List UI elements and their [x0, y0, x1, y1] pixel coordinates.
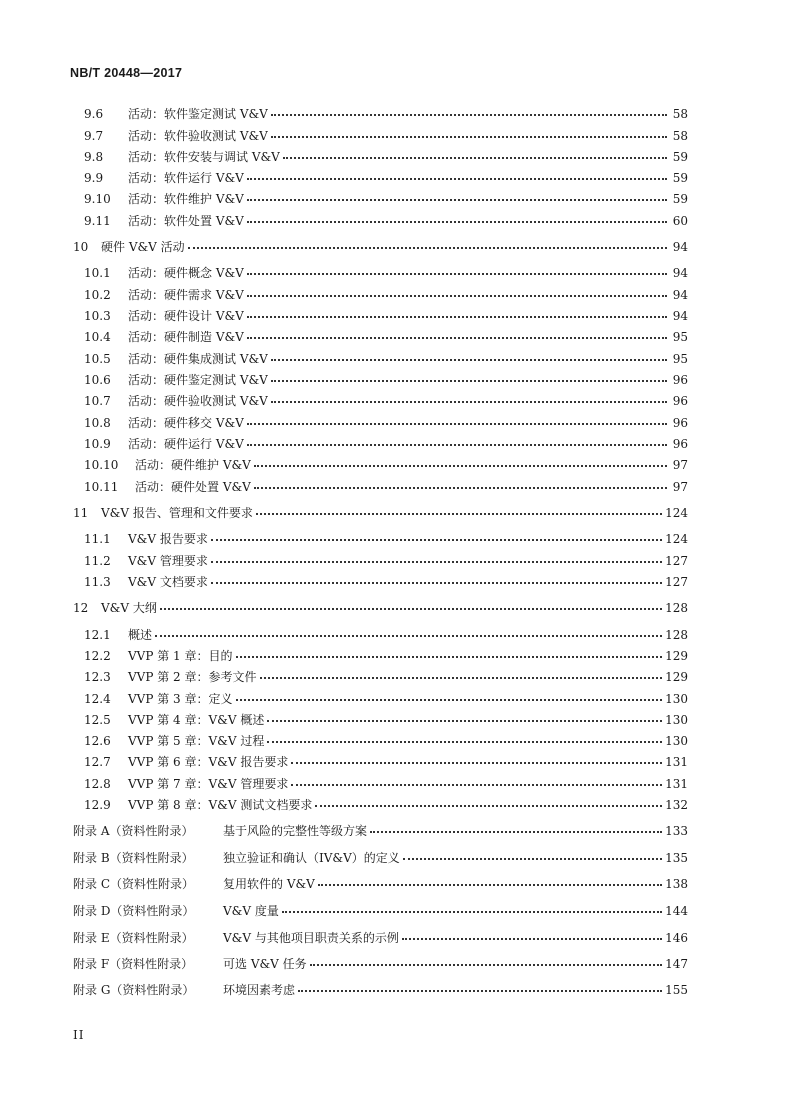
dot-leader	[247, 187, 667, 201]
toc-entry[interactable]	[84, 551, 688, 569]
toc-entry[interactable]	[73, 237, 688, 255]
toc-entry-title: VVP 第 5 章：V&V 过程	[128, 734, 265, 748]
toc-entry[interactable]	[73, 980, 688, 998]
toc-entry[interactable]	[84, 625, 688, 643]
dot-leader	[247, 209, 667, 223]
toc-entry-title: VVP 第 2 章：参考文件	[128, 670, 257, 684]
toc-entry-title: V&V 报告、管理和文件要求	[101, 506, 253, 520]
dot-leader	[291, 750, 662, 764]
toc-entry-page: 138	[665, 877, 688, 891]
toc-entry[interactable]	[84, 327, 688, 345]
toc-entry-number: 附录 E（资料性附录）	[73, 931, 194, 945]
dot-leader	[211, 570, 662, 584]
toc-entry[interactable]	[73, 598, 688, 616]
toc-entry[interactable]	[84, 126, 688, 144]
dot-leader	[271, 389, 667, 403]
toc-entry-number: 12.6	[84, 734, 111, 748]
toc-entry[interactable]	[84, 795, 688, 813]
dot-leader	[271, 368, 667, 382]
toc-entry[interactable]	[84, 147, 688, 165]
toc-entry[interactable]	[84, 752, 688, 770]
dot-leader	[247, 325, 667, 339]
toc-entry-page: 60	[672, 214, 688, 228]
toc-entry-title: 概述	[128, 628, 153, 642]
toc-entry-number: 12.3	[84, 670, 111, 684]
dot-leader	[247, 411, 667, 425]
dot-leader	[236, 687, 663, 701]
toc-entry[interactable]	[73, 848, 688, 866]
toc-entry-page: 129	[665, 649, 688, 663]
toc-entry-page: 95	[672, 330, 688, 344]
toc-entry[interactable]	[84, 710, 688, 728]
toc-entry[interactable]	[84, 285, 688, 303]
dot-leader	[291, 772, 662, 786]
document-id-header: NB/T 20448—2017	[70, 66, 183, 80]
dot-leader	[260, 665, 663, 679]
toc-entry-title: 活动：硬件运行 V&V	[128, 437, 244, 451]
dot-leader	[318, 872, 662, 886]
toc-entry-title: V&V 度量	[223, 904, 279, 918]
toc-entry-page: 96	[672, 394, 688, 408]
toc-entry-page: 130	[665, 692, 688, 706]
toc-entry[interactable]	[84, 731, 688, 749]
toc-entry-title: 活动：硬件移交 V&V	[128, 416, 244, 430]
toc-entry[interactable]	[84, 370, 688, 388]
dot-leader	[247, 304, 667, 318]
toc-entry-title: 活动：硬件鉴定测试 V&V	[128, 373, 268, 387]
toc-entry-number: 11.1	[84, 532, 111, 546]
toc-entry[interactable]	[84, 477, 688, 495]
toc-entry[interactable]	[73, 954, 688, 972]
toc-entry-number: 附录 B（资料性附录）	[73, 851, 194, 865]
toc-entry-title: 环境因素考虑	[223, 983, 296, 997]
toc-entry-title: 独立验证和确认（IV&V）的定义	[223, 851, 400, 865]
toc-entry[interactable]	[73, 901, 688, 919]
dot-leader	[403, 846, 662, 860]
dot-leader	[267, 729, 662, 743]
toc-entry-title: 活动：软件安装与调试 V&V	[128, 150, 280, 164]
toc-entry-number: 10.5	[84, 352, 111, 366]
toc-entry-page: 94	[672, 288, 688, 302]
toc-entry-page: 146	[665, 931, 688, 945]
toc-entry-page: 59	[672, 150, 688, 164]
toc-entry-number: 12.1	[84, 628, 111, 642]
toc-entry-title: 活动：硬件设计 V&V	[128, 309, 244, 323]
dot-leader	[298, 978, 662, 992]
page-number-footer: II	[73, 1028, 85, 1042]
toc-entry-number: 11.3	[84, 575, 111, 589]
toc-entry-number: 10.9	[84, 437, 111, 451]
dot-leader	[256, 501, 662, 515]
toc-entry-page: 131	[665, 755, 688, 769]
toc-entry-title: 可选 V&V 任务	[223, 957, 307, 971]
toc-entry-number: 11.2	[84, 554, 111, 568]
toc-entry[interactable]	[84, 529, 688, 547]
dot-leader	[236, 644, 663, 658]
dot-leader	[271, 347, 667, 361]
toc-entry-number: 10.6	[84, 373, 111, 387]
dot-leader	[155, 623, 662, 637]
toc-entry-number: 10.4	[84, 330, 111, 344]
toc-entry-title: 活动：软件鉴定测试 V&V	[128, 107, 268, 121]
toc-entry-number: 10.3	[84, 309, 111, 323]
dot-leader	[370, 819, 662, 833]
toc-entry-number: 10.2	[84, 288, 111, 302]
toc-entry-number: 附录 G（资料性附录）	[73, 983, 195, 997]
toc-entry-title: 活动：硬件集成测试 V&V	[128, 352, 268, 366]
toc-entry-title: 活动：软件处置 V&V	[128, 214, 244, 228]
toc-entry-title: V&V 与其他项目职责关系的示例	[223, 931, 399, 945]
toc-entry-page: 147	[665, 957, 688, 971]
toc-entry-number: 附录 F（资料性附录）	[73, 957, 194, 971]
toc-entry-page: 97	[672, 458, 688, 472]
toc-entry-title: VVP 第 4 章：V&V 概述	[128, 713, 265, 727]
dot-leader	[247, 261, 667, 275]
toc-entry-page: 94	[672, 266, 688, 280]
dot-leader	[160, 596, 662, 610]
dot-leader	[247, 283, 667, 297]
dot-leader	[283, 145, 667, 159]
toc-entry-number: 12.5	[84, 713, 111, 727]
toc-entry-page: 124	[665, 506, 688, 520]
toc-entry-page: 95	[672, 352, 688, 366]
toc-entry-number: 附录 D（资料性附录）	[73, 904, 195, 918]
toc-entry-page: 59	[672, 192, 688, 206]
toc-entry[interactable]	[84, 646, 688, 664]
toc-entry-number: 10.8	[84, 416, 111, 430]
toc-entry[interactable]	[84, 572, 688, 590]
toc-entry-page: 155	[665, 983, 688, 997]
toc-entry[interactable]	[73, 821, 688, 839]
toc-entry[interactable]	[84, 667, 688, 685]
toc-entry-page: 124	[665, 532, 688, 546]
toc-entry-number: 12.4	[84, 692, 111, 706]
toc-entry-number: 10.10	[84, 458, 119, 472]
toc-entry-number: 12.7	[84, 755, 111, 769]
toc-entry[interactable]	[84, 168, 688, 186]
toc-entry-title: VVP 第 6 章：V&V 报告要求	[128, 755, 289, 769]
toc-entry[interactable]	[84, 434, 688, 452]
dot-leader	[247, 432, 667, 446]
toc-entry-page: 130	[665, 713, 688, 727]
dot-leader	[267, 708, 662, 722]
toc-entry-page: 96	[672, 437, 688, 451]
toc-entry-title: VVP 第 8 章：V&V 测试文档要求	[128, 798, 313, 812]
toc-entry-title: 活动：软件运行 V&V	[128, 171, 244, 185]
toc-entry-number: 9.9	[84, 171, 104, 185]
toc-entry-title: 活动：软件维护 V&V	[128, 192, 244, 206]
toc-entry-page: 144	[665, 904, 688, 918]
toc-entry-number: 10.7	[84, 394, 111, 408]
toc-entry-number: 12.9	[84, 798, 111, 812]
dot-leader	[254, 453, 667, 467]
toc-entry-page: 94	[672, 240, 688, 254]
toc-entry-title: 活动：硬件制造 V&V	[128, 330, 244, 344]
toc-entry-number: 12.2	[84, 649, 111, 663]
toc-entry-page: 97	[672, 480, 688, 494]
toc-entry-title: V&V 文档要求	[128, 575, 208, 589]
dot-leader	[271, 102, 667, 116]
toc-entry-page: 131	[665, 777, 688, 791]
dot-leader	[315, 793, 662, 807]
toc-entry-title: 基于风险的完整性等级方案	[223, 824, 368, 838]
toc-entry[interactable]	[84, 413, 688, 431]
toc-entry-number: 10	[73, 240, 89, 254]
toc-entry[interactable]	[84, 774, 688, 792]
toc-entry[interactable]	[73, 503, 688, 521]
toc-entry-title: V&V 大纲	[101, 601, 157, 615]
toc-entry[interactable]	[84, 189, 688, 207]
dot-leader	[211, 527, 662, 541]
toc-entry[interactable]	[84, 349, 688, 367]
toc-entry-page: 96	[672, 373, 688, 387]
toc-entry-title: VVP 第 1 章：目的	[128, 649, 233, 663]
toc-entry-page: 128	[665, 601, 688, 615]
toc-entry-title: 活动：软件验收测试 V&V	[128, 129, 268, 143]
toc-entry-number: 11	[73, 506, 89, 520]
toc-entry[interactable]	[84, 391, 688, 409]
toc-entry-page: 58	[672, 107, 688, 121]
toc-entry-page: 96	[672, 416, 688, 430]
dot-leader	[254, 475, 667, 489]
toc-entry-title: 硬件 V&V 活动	[101, 240, 185, 254]
toc-entry-page: 59	[672, 171, 688, 185]
toc-entry[interactable]	[73, 874, 688, 892]
dot-leader	[188, 235, 667, 249]
toc-entry-number: 9.7	[84, 129, 104, 143]
toc-entry-title: 复用软件的 V&V	[223, 877, 315, 891]
toc-entry[interactable]	[84, 455, 688, 473]
dot-leader	[310, 952, 662, 966]
toc-entry-page: 132	[665, 798, 688, 812]
toc-entry-number: 12.8	[84, 777, 111, 791]
toc-entry-page: 133	[665, 824, 688, 838]
toc-entry-page: 127	[665, 554, 688, 568]
toc-entry[interactable]	[84, 263, 688, 281]
toc-entry-title: 活动：硬件验收测试 V&V	[128, 394, 268, 408]
toc-entry[interactable]	[73, 928, 688, 946]
toc-entry-number: 9.11	[84, 214, 111, 228]
toc-entry[interactable]	[84, 689, 688, 707]
toc-entry-title: VVP 第 7 章：V&V 管理要求	[128, 777, 289, 791]
toc-entry-page: 58	[672, 129, 688, 143]
toc-entry-number: 9.10	[84, 192, 111, 206]
toc-entry-page: 127	[665, 575, 688, 589]
toc-entry[interactable]	[84, 211, 688, 229]
toc-entry-title: 活动：硬件处置 V&V	[135, 480, 251, 494]
toc-entry-title: V&V 报告要求	[128, 532, 208, 546]
toc-entry-page: 135	[665, 851, 688, 865]
toc-entry-title: 活动：硬件概念 V&V	[128, 266, 244, 280]
dot-leader	[247, 166, 667, 180]
toc-entry[interactable]	[84, 306, 688, 324]
toc-entry-page: 94	[672, 309, 688, 323]
toc-entry-page: 129	[665, 670, 688, 684]
toc-entry-number: 附录 C（资料性附录）	[73, 877, 194, 891]
toc-entry[interactable]	[84, 104, 688, 122]
dot-leader	[271, 124, 667, 138]
toc-entry-number: 10.1	[84, 266, 111, 280]
toc-entry-number: 9.6	[84, 107, 104, 121]
toc-entry-number: 9.8	[84, 150, 104, 164]
dot-leader	[282, 899, 662, 913]
toc-entry-title: VVP 第 3 章：定义	[128, 692, 233, 706]
toc-entry-title: V&V 管理要求	[128, 554, 208, 568]
toc-entry-title: 活动：硬件维护 V&V	[135, 458, 251, 472]
toc-entry-page: 128	[665, 628, 688, 642]
dot-leader	[211, 549, 662, 563]
toc-entry-number: 10.11	[84, 480, 119, 494]
toc-entry-title: 活动：硬件需求 V&V	[128, 288, 244, 302]
dot-leader	[402, 926, 662, 940]
toc-entry-number: 12	[73, 601, 89, 615]
toc-entry-page: 130	[665, 734, 688, 748]
toc-entry-number: 附录 A（资料性附录）	[73, 824, 194, 838]
